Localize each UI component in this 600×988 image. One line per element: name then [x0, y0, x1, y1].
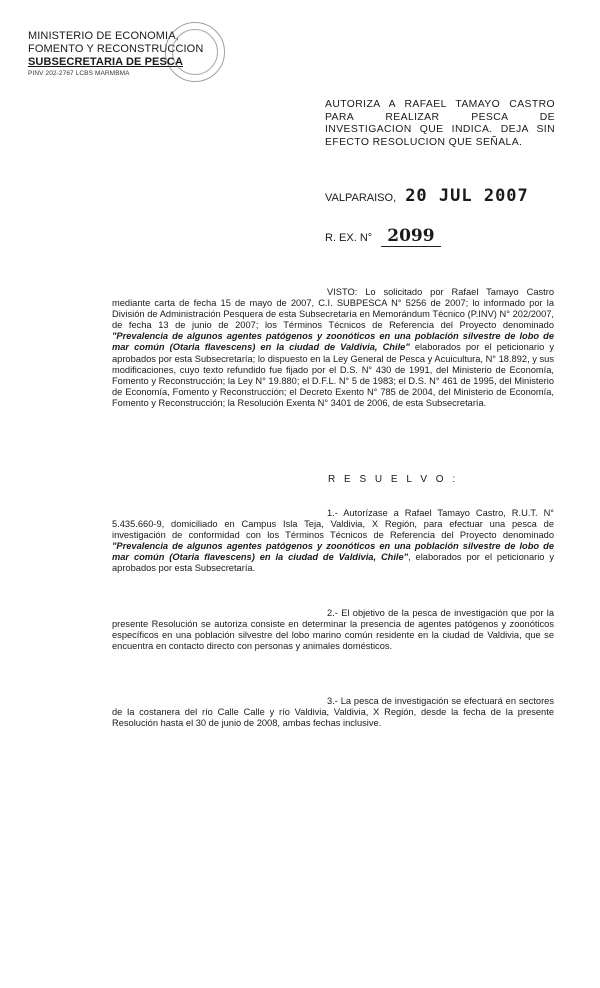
item-1-text-1: Autorízase a Rafael Tamayo Castro, R.U.T. N° 5.435.660-9, domiciliado en Campus Isla Teja, Valdivia, X Región, para efectuar una pesca de investigación de conformidad con los Términos Técnicos de Referencia del Proyecto denominado	[112, 508, 555, 541]
resolution-item-2	[112, 608, 554, 652]
subsecretaria-name: SUBSECRETARIA DE PESCA	[28, 56, 183, 68]
reference-label: R. EX. N°	[325, 232, 373, 244]
visto-paragraph	[112, 287, 554, 409]
visto-project-title: "Prevalencia de algunos agentes patógenos y zoonóticos en una población silvestre de lobo de mar común (Otaria flavescens) en la ciudad de Valdivia, Chile"	[112, 331, 554, 353]
resolution-item-3	[112, 696, 554, 729]
internal-reference: PINV 202-2767 LCBS MARMBMA	[28, 70, 130, 77]
resolution-subject: AUTORIZA A RAFAEL TAMAYO CASTRO PARA REALIZAR PESCA DE INVESTIGACION QUE INDICA. DEJA SIN EFECTO RESOLUCION QUE SEÑALA.	[325, 99, 555, 148]
visto-text-2: elaborados por el peticionario y aprobados por esta Subsecretaría; lo dispuesto en la Ley General de Pesca y Acuicultura, N° 18.892, y sus modificaciones, cuyo texto refundido fue fijado por el D.S. N° 430 de 1991, del Ministerio de Economía, Fomento y Reconstrucción; la Ley N° 19.880; el D.F.L. N° 5 de 1983; el D.S. N° 461 de 1995, del Ministerio de Economía, Fomento y Reconstrucción; el Decreto Exento N° 785 de 2004, del Ministerio de Economía, Fomento y Reconstrucción; la Resolución Exenta N° 3401 de 2006, de esta Subsecretaría.	[112, 342, 554, 408]
place: VALPARAISO,	[325, 192, 397, 204]
resolution-item-1	[112, 508, 554, 575]
item-3-text: La pesca de investigación se efectuará en sectores de la costanera del río Calle Calle y río Valdivia, Valdivia, X Región, desde la fecha de la presente Resolución hasta el 30 de junio de 2008, ambas fechas inclusive.	[112, 696, 554, 729]
reference-number: 2099	[381, 226, 440, 247]
item-3-number: 3.-	[327, 696, 338, 706]
resuelvo-heading: R E S U E L V O :	[328, 474, 459, 485]
item-1-number: 1.-	[327, 508, 338, 518]
visto-text-1: Lo solicitado por Rafael Tamayo Castro mediante carta de fecha 15 de mayo de 2007, C.I. SUBPESCA N° 5256 de 2007; lo informado por la División de Administración Pesquera de esta Subsecretaría en Memorándum Técnico (P.INV) N° 202/2007, de fecha 13 de junio de 2007; los Términos Técnicos de Referencia del Proyecto denominado	[112, 287, 554, 331]
resolution-reference	[325, 226, 441, 246]
item-1-text-2: , elaborados por el peticionario y aprobados por esta Subsecretaría.	[112, 552, 554, 574]
ministry-name-line-2: FOMENTO Y RECONSTRUCCION	[28, 43, 204, 55]
item-2-text: El objetivo de la pesca de investigación que por la presente Resolución se autoriza consiste en determinar la presencia de agentes patógenos y zoonóticos específicos en una población silvestre del lobo marino común residente en la ciudad de Valdivia, que se encuentra en contacto directo con personas y animales domésticos.	[112, 608, 554, 652]
official-seal-stamp	[165, 22, 225, 82]
item-1-project-title: "Prevalencia de algunos agentes patógenos y zoonóticos en una población silvestre de lobo de mar común (Otaria flavescens) en la ciudad de Valdivia, Chile"	[112, 541, 554, 563]
visto-label: VISTO:	[327, 287, 358, 297]
item-2-number: 2.-	[327, 608, 338, 618]
date-stamp: 20 JUL 2007	[405, 186, 529, 206]
place-and-date	[325, 186, 565, 206]
ministry-name-line-1: MINISTERIO DE ECONOMIA,	[28, 30, 179, 42]
